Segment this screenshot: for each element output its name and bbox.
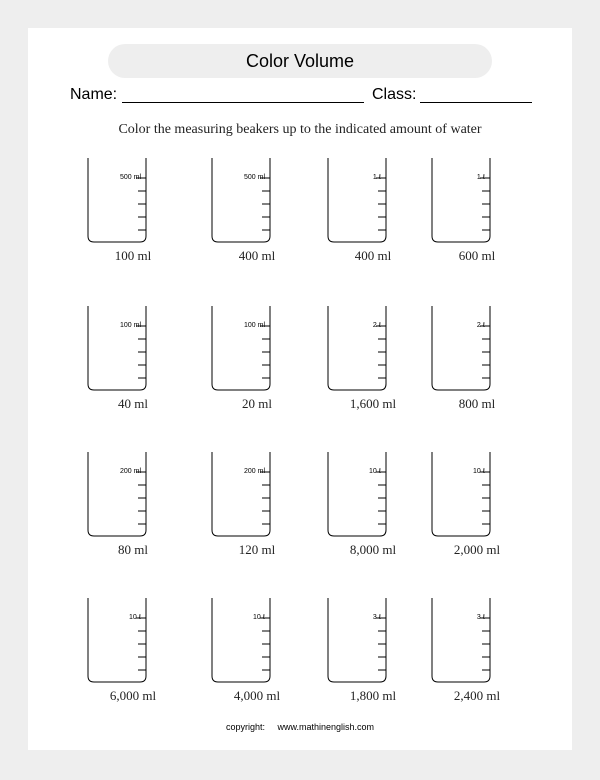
beaker-capacity-label: 3 ℓ <box>372 614 381 621</box>
beaker-item <box>318 306 428 416</box>
measuring-beaker[interactable] <box>202 452 312 542</box>
measuring-beaker[interactable] <box>78 452 188 542</box>
measuring-beaker[interactable] <box>78 598 188 688</box>
measuring-beaker[interactable] <box>422 452 532 542</box>
class-label: Class: <box>372 86 417 103</box>
beaker-capacity-label: 100 ml <box>243 322 265 329</box>
measuring-beaker[interactable] <box>202 306 312 396</box>
beaker-item <box>318 598 428 708</box>
measuring-beaker[interactable] <box>318 158 428 248</box>
beaker-item <box>422 598 532 708</box>
beaker-outline <box>318 158 428 248</box>
measuring-beaker[interactable] <box>202 158 312 248</box>
beaker-wall <box>212 158 270 242</box>
beaker-wall <box>88 306 146 390</box>
beaker-capacity-label: 200 ml <box>243 468 265 475</box>
beaker-capacity-label: 500 ml <box>119 174 141 181</box>
beaker-item <box>318 452 428 562</box>
beaker-item <box>78 306 188 416</box>
beaker-target-label: 6,000 ml <box>109 688 157 703</box>
beaker-capacity-label: 2 ℓ <box>476 322 485 329</box>
title-text: Color Volume <box>245 50 355 71</box>
beaker-target-label: 8,000 ml <box>349 542 397 557</box>
beaker-target-label: 800 ml <box>458 396 496 411</box>
beaker-target-label: 2,000 ml <box>453 542 501 557</box>
measuring-beaker[interactable] <box>318 306 428 396</box>
beaker-wall <box>328 306 386 390</box>
copyright-label: copyright: <box>225 722 265 732</box>
beaker-outline <box>202 158 312 248</box>
beaker-target-label: 600 ml <box>458 248 496 263</box>
beaker-outline <box>202 598 312 688</box>
beaker-wall <box>212 306 270 390</box>
beaker-capacity-label: 500 ml <box>243 174 265 181</box>
beaker-capacity-label: 100 ml <box>119 322 141 329</box>
beaker-wall <box>212 598 270 682</box>
beaker-outline <box>78 598 188 688</box>
beaker-capacity-label: 3 ℓ <box>476 614 485 621</box>
beaker-grid <box>28 28 572 750</box>
beaker-wall <box>328 158 386 242</box>
beaker-target-label: 400 ml <box>238 248 276 263</box>
beaker-capacity-label: 200 ml <box>119 468 141 475</box>
beaker-wall <box>432 306 490 390</box>
beaker-wall <box>432 598 490 682</box>
beaker-item <box>202 598 312 708</box>
beaker-outline <box>202 452 312 542</box>
beaker-item <box>202 452 312 562</box>
beaker-target-label: 120 ml <box>238 542 276 557</box>
instruction-text: Color the measuring beakers up to the indicated amount of water <box>118 122 482 137</box>
beaker-capacity-label: 1 ℓ <box>372 174 381 181</box>
beaker-outline <box>78 306 188 396</box>
beaker-wall <box>432 452 490 536</box>
beaker-wall <box>328 598 386 682</box>
measuring-beaker[interactable] <box>318 452 428 542</box>
beaker-capacity-label: 1 ℓ <box>476 174 485 181</box>
beaker-capacity-label: 10 ℓ <box>129 614 141 621</box>
beaker-wall <box>88 158 146 242</box>
measuring-beaker[interactable] <box>422 158 532 248</box>
beaker-target-label: 100 ml <box>114 248 152 263</box>
beaker-outline <box>78 158 188 248</box>
beaker-target-label: 80 ml <box>118 542 148 557</box>
measuring-beaker[interactable] <box>202 598 312 688</box>
copyright-site: www.mathinenglish.com <box>277 722 375 732</box>
beaker-item <box>78 158 188 268</box>
beaker-item <box>202 158 312 268</box>
measuring-beaker[interactable] <box>318 598 428 688</box>
beaker-target-label: 400 ml <box>354 248 392 263</box>
measuring-beaker[interactable] <box>422 306 532 396</box>
beaker-wall <box>212 452 270 536</box>
copyright-line <box>28 722 572 732</box>
beaker-capacity-label: 10 ℓ <box>473 468 485 475</box>
beaker-wall <box>88 452 146 536</box>
beaker-item <box>422 158 532 268</box>
beaker-outline <box>422 158 532 248</box>
beaker-outline <box>422 598 532 688</box>
beaker-capacity-label: 2 ℓ <box>372 322 381 329</box>
beaker-capacity-label: 10 ℓ <box>253 614 265 621</box>
measuring-beaker[interactable] <box>422 598 532 688</box>
beaker-item <box>422 306 532 416</box>
beaker-outline <box>202 306 312 396</box>
worksheet-page <box>28 28 572 750</box>
beaker-target-label: 4,000 ml <box>233 688 281 703</box>
beaker-outline <box>318 452 428 542</box>
beaker-wall <box>432 158 490 242</box>
beaker-outline <box>318 598 428 688</box>
beaker-target-label: 40 ml <box>118 396 148 411</box>
beaker-item <box>318 158 428 268</box>
beaker-wall <box>328 452 386 536</box>
beaker-wall <box>88 598 146 682</box>
measuring-beaker[interactable] <box>78 158 188 248</box>
beaker-outline <box>422 452 532 542</box>
beaker-item <box>202 306 312 416</box>
beaker-outline <box>318 306 428 396</box>
beaker-target-label: 20 ml <box>242 396 272 411</box>
name-label: Name: <box>70 86 118 103</box>
beaker-item <box>78 452 188 562</box>
beaker-target-label: 1,800 ml <box>349 688 397 703</box>
beaker-outline <box>422 306 532 396</box>
beaker-item <box>422 452 532 562</box>
beaker-outline <box>78 452 188 542</box>
beaker-item <box>78 598 188 708</box>
measuring-beaker[interactable] <box>78 306 188 396</box>
beaker-target-label: 1,600 ml <box>349 396 397 411</box>
beaker-capacity-label: 10 ℓ <box>369 468 381 475</box>
beaker-target-label: 2,400 ml <box>453 688 501 703</box>
